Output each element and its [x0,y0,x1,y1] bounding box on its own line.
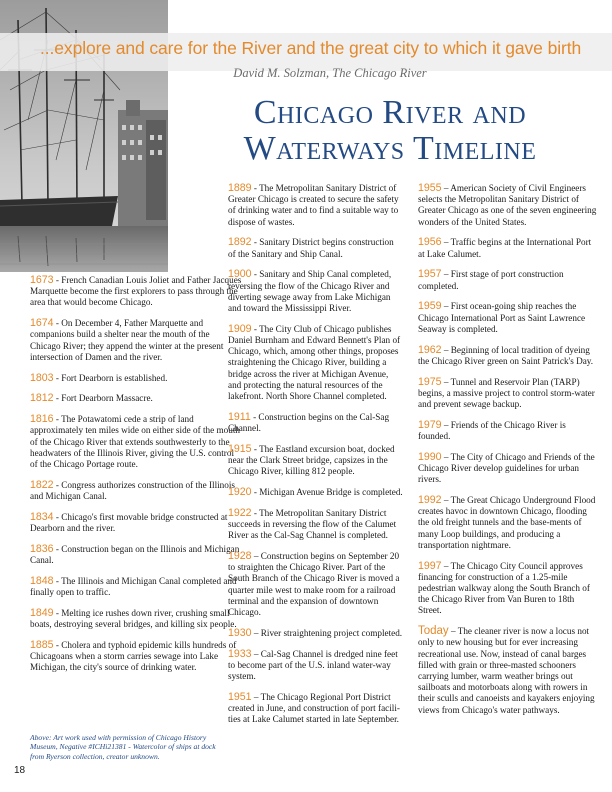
timeline-text: - The Metropolitan Sanitary District of Greater Chicago is created to secure the safety of drinking water and to find a suitable way to dispose of wastes. [228,183,399,227]
timeline-year: 1909 [228,322,252,335]
timeline-text: – Cal-Sag Channel is dredged nine feet to become part of the U.S. inland water-way system. [228,648,398,682]
timeline-text: - Fort Dearborn Massacre. [53,393,153,404]
timeline-year: 1975 [418,375,442,388]
timeline-year: 1922 [228,506,252,519]
timeline-text: – American Society of Civil Engineers selects the Metropolitan Sanitary District of Greater Chicago as one of the seven engineering wonders of the United States. [418,183,597,227]
timeline-entry [228,692,403,726]
timeline-text: – Tunnel and Reservoir Plan (TARP) begins, a massive project to control storm-water and prevent sewage backup. [418,376,595,410]
timeline-entry [228,487,403,498]
timeline-year: 1885 [30,638,54,651]
artwork-caption: Above: Art work used with permission of Chicago History Museum, Negative #ICHi21381 - Watercolor of ships at dock from Ryerson collection, creator unknown. [30,733,216,761]
timeline-year: 1673 [30,274,54,286]
timeline-year: 1849 [30,606,54,619]
page-title [180,95,600,167]
timeline-text: – First ocean-going ship reaches the Chicago International Port as Saint Lawrence Seaway is completed. [418,301,586,334]
timeline-column-left [30,275,242,683]
timeline-year: 1990 [418,450,442,463]
timeline-year: 1848 [30,574,54,587]
timeline-year: 1951 [228,690,252,703]
timeline-text: – First stage of port construction completed. [418,269,564,291]
timeline-text: – The Chicago Regional Port District created in June, and construction of port facili-ties at Lake Calumet started in late September. [228,691,400,725]
timeline-year: 1928 [228,550,252,563]
timeline-entry [418,183,598,228]
timeline-year: 1955 [418,182,442,194]
timeline-entry [418,345,598,367]
timeline-year: 1956 [418,236,442,249]
timeline-entry [30,512,242,534]
timeline-entry [228,183,403,228]
timeline-text: - Congress authorizes construction of the Illinois and Michigan Canal. [30,479,235,502]
timeline-year: 1930 [228,626,252,639]
timeline-text: – Construction begins on September 20 to straighten the Chicago River. Part of the South Branch of the Chicago River is moved a quarter mile west to make room for a railroad terminal and the expansion of downtown Chicago. [228,551,400,618]
page-number: 18 [14,765,26,776]
timeline-text: – Beginning of local tradition of dyeing the Chicago River green on Saint Patrick's Day. [418,344,594,366]
timeline-text: - Fort Dearborn is established. [53,372,168,383]
timeline-year: 1900 [228,268,252,281]
timeline-entry [228,269,403,314]
timeline-entry [418,561,598,617]
timeline-year: 1816 [30,413,54,426]
timeline-text: - On December 4, Father Marquette and companions build a shelter near the mouth of the Chicago River; they append the winter at the present intersection of Damen and the river. [30,318,224,362]
timeline-text: - Sanitary and Ship Canal completed, reversing the flow of the Chicago River and diverting sewage away from Lake Michigan and toward the Mississippi River. [228,269,392,314]
timeline-entry [30,608,242,630]
timeline-text: – River straightening project completed. [251,627,403,638]
timeline-entry [30,544,242,566]
timeline-year: 1834 [30,510,54,523]
timeline-text: - Construction begins on the Cal-Sag Channel. [228,411,390,434]
timeline-entry [30,414,242,470]
timeline-entry [228,412,403,434]
timeline-year: 1836 [30,542,54,555]
timeline-entry [228,508,403,542]
timeline-text: - Michigan Avenue Bridge is completed. [251,487,403,498]
timeline-text: - The Potawatomi cede a strip of land approximately ten miles wide on either side of the mouth of the Chicago River that extends southwesterly to the headwaters of the Illinois River, giving the U.S. control of the Chicago Portage route. [30,414,240,470]
timeline-column-middle [228,183,403,735]
timeline-entry [30,318,242,363]
timeline-year: 1962 [418,343,442,356]
timeline-entry [418,626,598,716]
timeline-entry [228,649,403,683]
timeline-entry [30,373,242,384]
timeline-text: - Chicago's first movable bridge constructed at Dearborn and the river. [30,511,228,534]
timeline-entry [418,301,598,335]
timeline-entry [30,576,242,598]
timeline-text: – The Chicago City Council approves financing for construction of a 1.25-mile pedestrian walkway along the South Branch of the Chicago River from Van Buren to 18th Street. [418,560,590,616]
timeline-text: - Construction began on the Illinois and Michigan Canal. [30,543,240,566]
timeline-year: 1920 [228,486,252,499]
timeline-entry [228,324,403,402]
timeline-year: 1822 [30,478,54,491]
timeline-text: - Sanitary District begins construction of the Sanitary and Ship Canal. [228,237,394,259]
timeline-year: 1957 [418,268,442,281]
timeline-year: Today [418,625,449,638]
timeline-column-right [418,183,598,725]
timeline-text: - Cholera and typhoid epidemic kills hundreds of Chicagoans when a storm carries sewage into Lake Michigan, the city's source of drinking water. [30,639,237,673]
timeline-text: - The Metropolitan Sanitary District succeeds in reversing the flow of the Calumet River as the Cal-Sag Channel is completed. [228,507,397,541]
timeline-year: 1992 [418,494,442,507]
timeline-year: 1997 [418,559,442,572]
timeline-year: 1889 [228,182,252,194]
timeline-entry [30,640,242,674]
timeline-year: 1933 [228,647,252,660]
timeline-text: - Melting ice rushes down river, crushing small boats, destroying several bridges, and killing six people. [30,607,237,630]
page-title-line-1: Chicago River and [253,94,527,131]
timeline-year: 1911 [228,410,251,423]
timeline-entry [228,551,403,618]
timeline-year: 1979 [418,418,442,431]
quote-attribution: David M. Solzman, The Chicago River [233,66,427,80]
timeline-text: – The Great Chicago Underground Flood creates havoc in downtown Chicago, flooding the old freight tunnels and the base-ments of many Loop buildings, and producing a transportation nightmare. [418,495,596,550]
timeline-entry [418,377,598,411]
tagline-quote: ...explore and care for the River and the great city to which it gave birth [40,38,582,58]
timeline-text: - The City Club of Chicago publishes Daniel Burnham and Edward Bennett's Plan of Chicago, which, among other things, proposes straightening the Chicago River, building a bridge across the river at Michigan Avenue, and protecting the natural resources of the lakefront. North Shore Channel completed. [228,323,401,402]
timeline-entry [418,420,598,442]
timeline-entry [228,628,403,639]
timeline-entry [30,480,242,502]
timeline-entry [30,393,242,404]
timeline-entry [228,444,403,478]
timeline-text: - The Eastland excursion boat, docked near the Clark Street bridge, capsizes in the Chicago River, killing 812 people. [228,443,395,477]
timeline-entry [228,237,403,259]
timeline-entry [418,452,598,486]
timeline-year: 1674 [30,317,54,330]
timeline-text: – Friends of the Chicago River is founded. [418,419,566,442]
timeline-year: 1915 [228,442,252,455]
timeline-entry [418,269,598,291]
timeline-entry [418,237,598,259]
timeline-year: 1812 [30,392,54,405]
timeline-year: 1892 [228,236,252,249]
timeline-text: - The Illinois and Michigan Canal completed and finally open to traffic. [30,575,237,598]
timeline-text: – Traffic begins at the International Port at Lake Calumet. [418,237,592,259]
timeline-text: - French Canadian Louis Joliet and Father Jacques Marquette become the first explorers to pass through the area that would become Chicago. [30,275,242,308]
timeline-text: – The City of Chicago and Friends of the Chicago River develop guidelines for urban rivers. [418,451,595,485]
page-title-line-2: Waterways Timeline [243,130,537,167]
timeline-entry [30,275,242,309]
timeline-entry [418,495,598,551]
timeline-year: 1959 [418,300,442,313]
timeline-text: – The cleaner river is now a locus not only to new housing but for ever increasing recreational use. Now, instead of canal barges filled with grain or three-masted schooners carrying lumber, warm weather brings out sailboats and motorboats along with rowers in their sculls and canoeists and kayakers enjoying views from Chicago's water pathways. [418,626,595,715]
timeline-year: 1803 [30,371,54,384]
